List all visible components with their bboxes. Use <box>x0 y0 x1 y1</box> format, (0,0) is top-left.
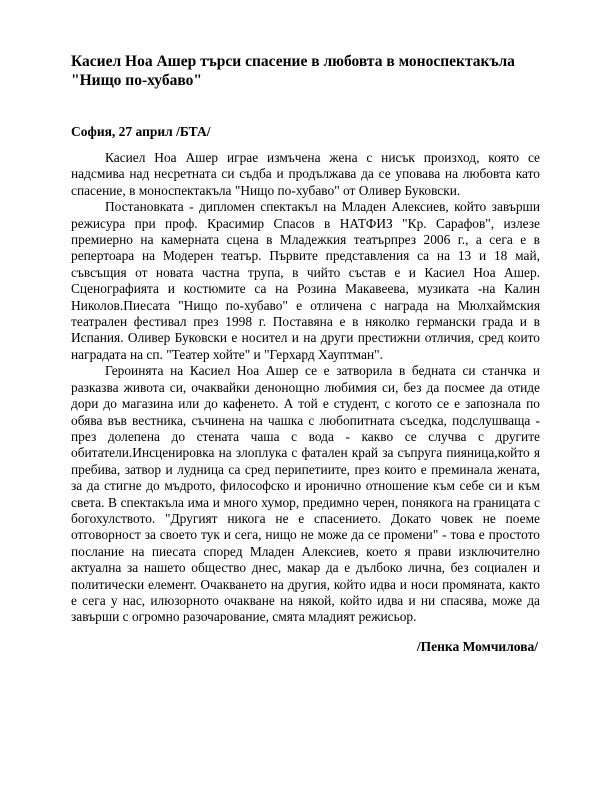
paragraph: Касиел Ноа Ашер играе измъчена жена с нисък произход, която се надсмива над несретната си съдба и продължава да се уповава на любовта като спасение, в моноспектакъла "Нищо по-хубаво" от Оливер Буковски. <box>71 150 540 198</box>
article-body <box>71 150 540 626</box>
dateline: София, 27 април /БТА/ <box>71 124 211 139</box>
paragraph: Постановката - дипломен спектакъл на Младен Алексиев, който завърши режисура при проф. Красимир Спасов в НАТФИЗ "Кр. Сарафов", излезе премиерно на камерната сцена в Младежкия театърпрез 2006 г., а сега е в репертоара на Модерен театър. Първите представления са на 13 и 18 май, съвсъщия от новата частна трупа, в чийто състав е и Касиел Ноа Ашер. Сценографията и костюмите са на Розина Макавеева, музиката -на Калин Николов.Пиесата "Нищо по-хубаво" е отличена с награда на Мюлхаймския театрален фестивал през 1998 г. Поставяна е в няколко германски града и в Испания. Оливер Буковски е носител и на други престижни отличия, сред които наградата на сп. "Театер хойте" и "Герхард Хауптман". <box>71 199 540 362</box>
paragraph: Героинята на Касиел Ноа Ашер се е затворила в бедната си станчка и разказва живота си, очаквайки денонощно любимия си, без да посмее да отиде дори до магазина или до кафенето. А той е студент, с когото се е запознала по обява във вестника, съчинена на чашка с любопитната съседка, подслушваща - през долепена до стената чаша с вода - какво се случва с другите обитатели.Инсценировка на злоплука с фатален край за съпруга пияница,който я пребива, затвор и лудница са сред перипетиите, през които е преминала жената, за да стигне до мъдрото, философско и иронично отношение към себе си и към света. В спектакъла има и много хумор, предимно черен, понякога на границата с богохулството. "Другият никога не е спасението. Докато човек не поеме отговорност за своето тук и сега, нищо не може да се промени" - това е простото послание на пиесата според Младен Алексиев, което я прави изключително актуална за нашето общество днес, макар да е дълбоко лична, без социален и политически елемент. Очакването на другия, който идва и носи промяната, както е сега у нас, илюзорното очакване на някой, който идва и ни спасява, може да завърши с огромно разочарование, смята младият режисьор. <box>71 363 540 625</box>
author-signature: /Пенка Момчилова/ <box>416 639 538 654</box>
article-title: Касиел Ноа Ашер търси спасение в любовта в моноспектакъла "Нищо по-хубаво" <box>71 53 515 89</box>
